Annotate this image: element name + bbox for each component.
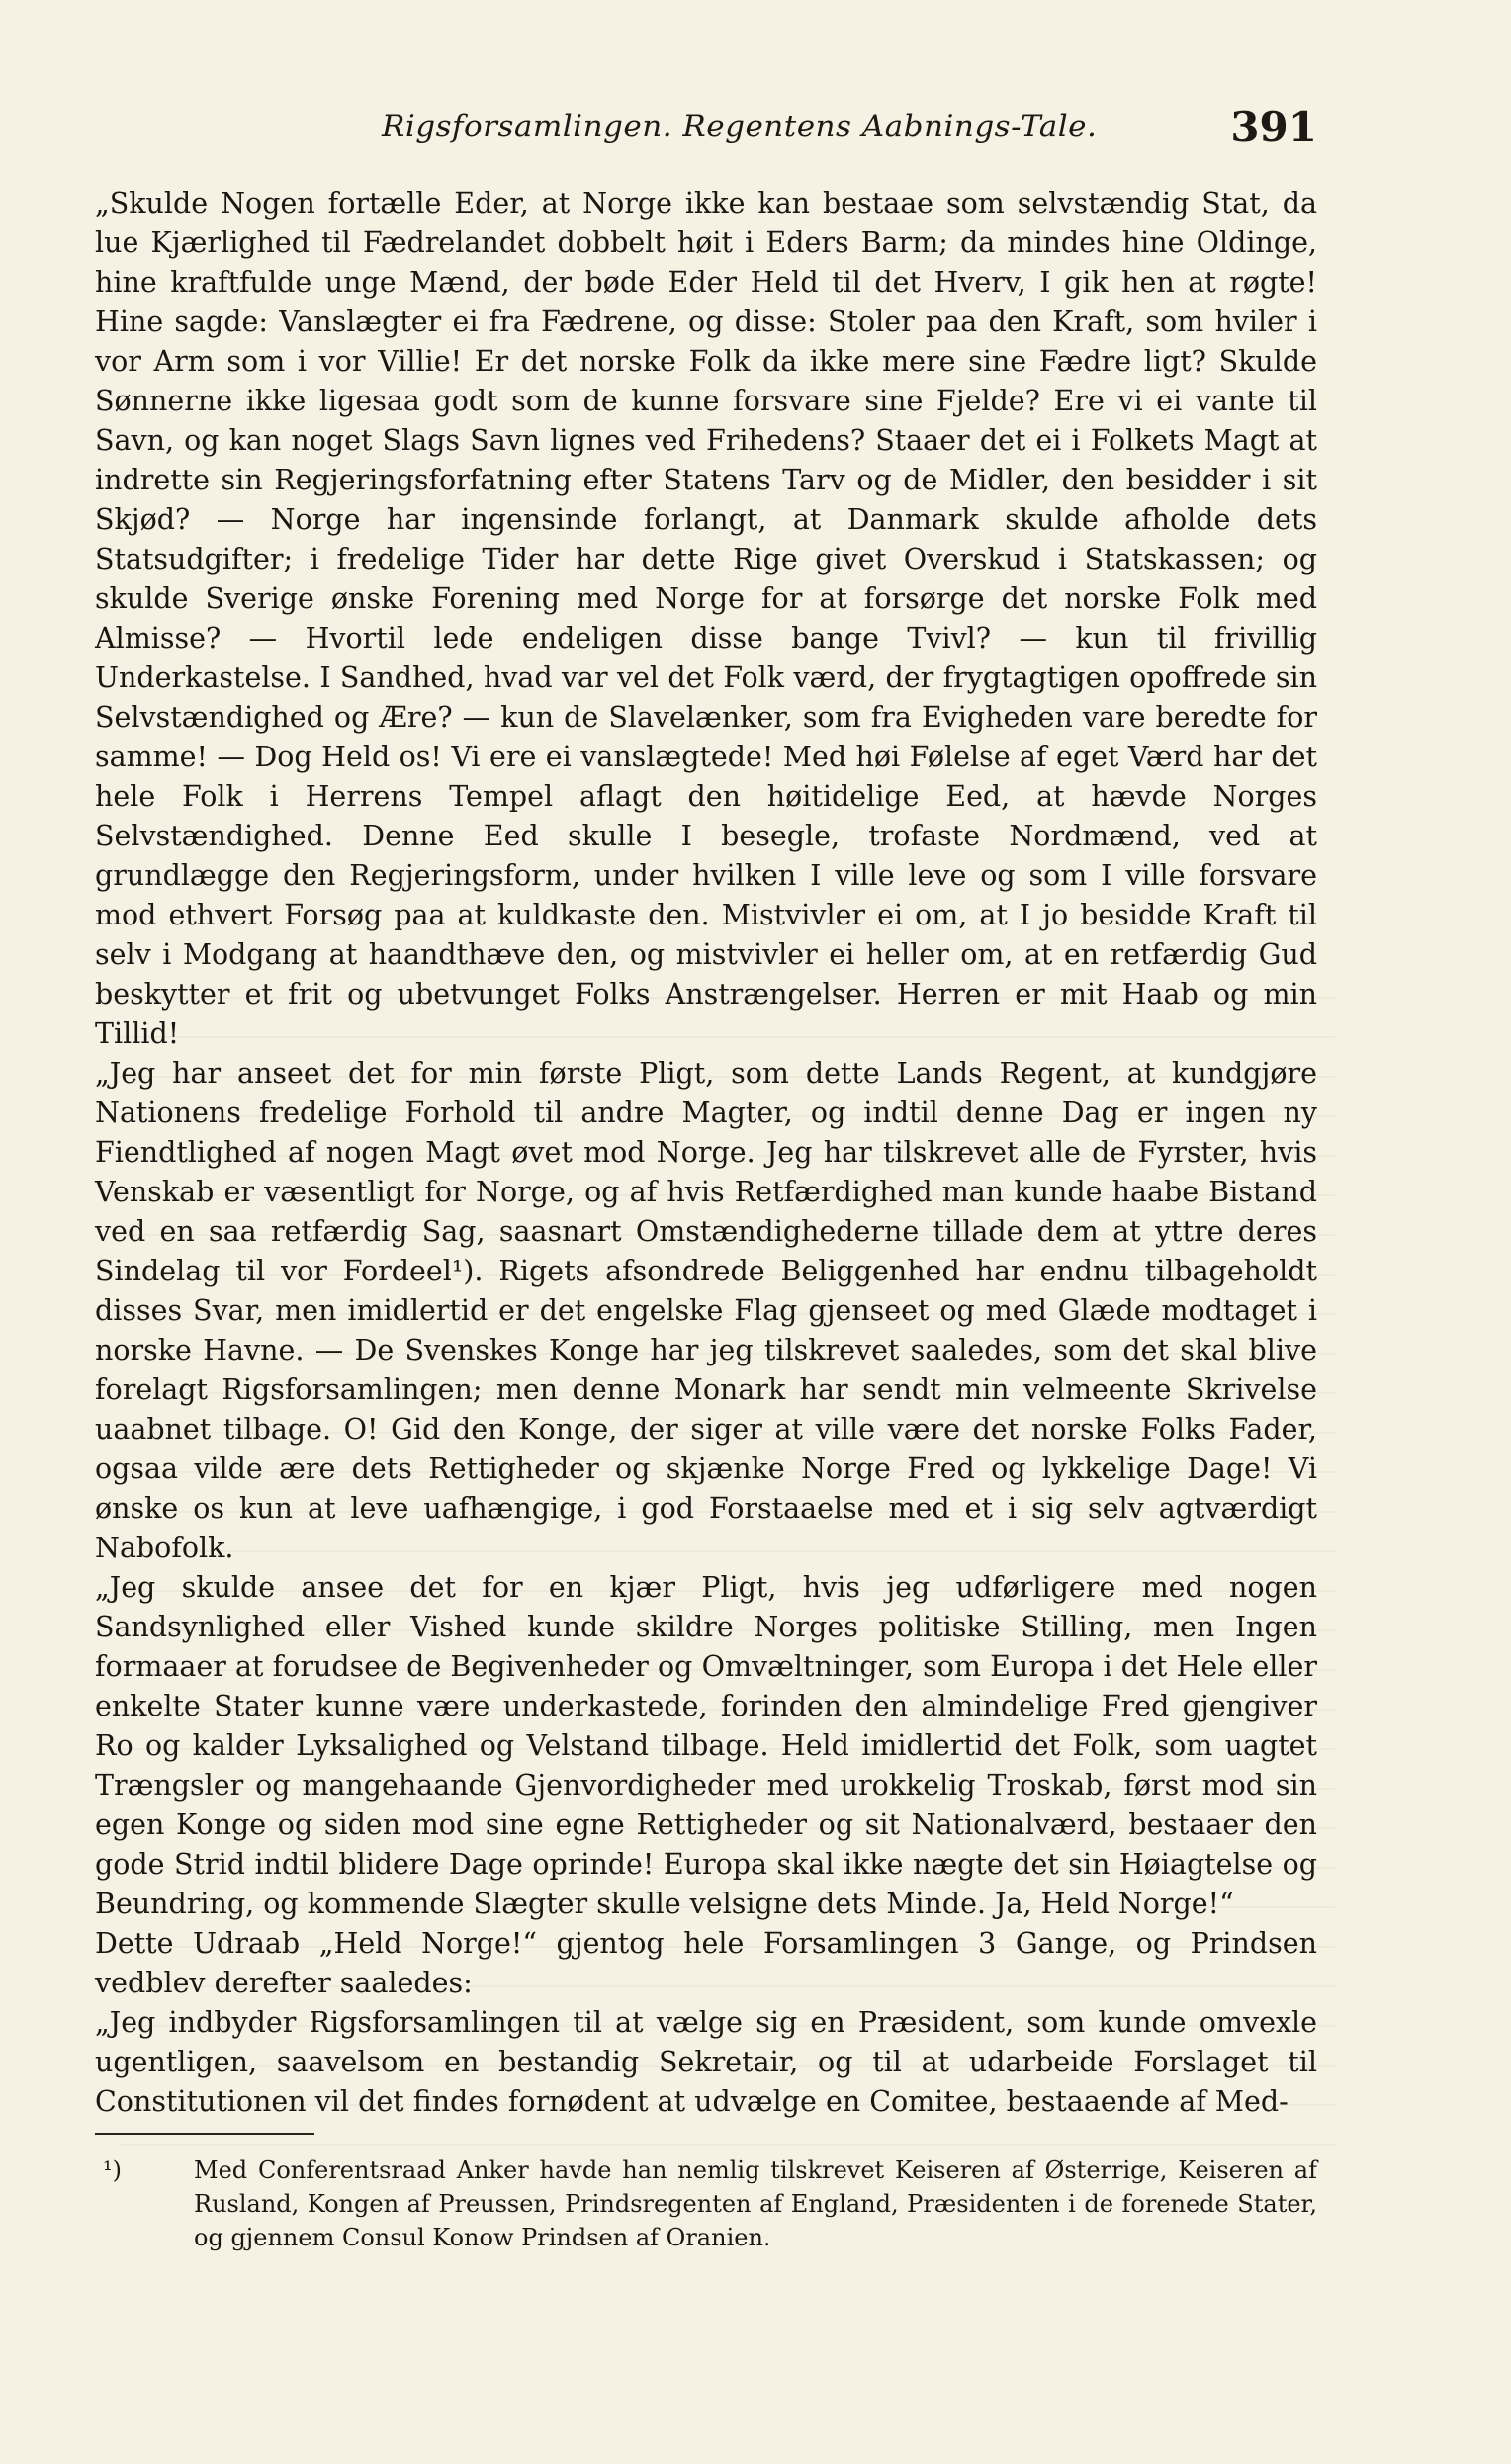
page-number: 391 bbox=[1230, 103, 1317, 151]
footnote-text: Med Conferentsraad Anker havde han nemlig tilskrevet Keiseren af Østerrige, Keiseren af Rusland, Kongen af Preussen, Prindsregenten af England, Præsidenten i de forenede Stater, og gjennem Consul Konow Prindsen af Oranien. bbox=[194, 2156, 1317, 2251]
paragraph: „Skulde Nogen fortælle Eder, at Norge ikke kan bestaae som selvstændig Stat, da lue Kjærlighed til Fædrelandet dobbelt høit i Eders Barm; da mindes hine Oldinge, hine kraftfulde unge Mænd, der bøde Eder Held til det Hverv, I gik hen at røgte! Hine sagde: Vanslægter ei fra Fædrene, og disse: Stoler paa den Kraft, som hviler i vor Arm som i vor Villie! Er det norske Folk da ikke mere sine Fædre ligt? Skulde Sønnerne ikke ligesaa godt som de kunne forsvare sine Fjelde? Ere vi ei vante til Savn, og kan noget Slags Savn lignes ved Frihedens? Staaer det ei i Folkets Magt at indrette sin Regjeringsforfatning efter Statens Tarv og de Midler, den besidder i sit Skjød? — Norge har ingensinde forlangt, at Danmark skulde afholde dets Statsudgifter; i fredelige Tider har dette Rige givet Overskud i Statskassen; og skulde Sverige ønske Forening med Norge for at forsørge det norske Folk med Almisse? — Hvortil lede endeligen disse bange Tvivl? — kun til frivillig Underkastelse. I Sandhed, hvad var vel det Folk værd, der frygtagtigen opoffrede sin Selvstændighed og Ære? — kun de Slavelænker, som fra Evigheden vare beredte for samme! — Dog Held os! Vi ere ei vanslægtede! Med høi Følelse af eget Værd har det hele Folk i Herrens Tempel aflagt den høitidelige Eed, at hævde Norges Selvstændighed. Denne Eed skulle I besegle, trofaste Nordmænd, ved at grundlægge den Regjeringsform, under hvilken I ville leve og som I ville forsvare mod ethvert Forsøg paa at kuldkaste den. Mistvivler ei om, at I jo besidde Kraft til selv i Modgang at haandthæve den, og mistvivler ei heller om, at en retfærdig Gud beskytter et frit og ubetvunget Folks Anstrængelser. Herren er mit Haab og min Tillid! bbox=[95, 187, 1317, 1050]
paragraph: „Jeg har anseet det for min første Pligt, som dette Lands Regent, at kundgjøre Nationens fredelige Forhold til andre Magter, og indtil denne Dag er ingen ny Fiendtlighed af nogen Magt øvet mod Norge. Jeg har tilskrevet alle de Fyrster, hvis Venskab er væsentligt for Norge, og af hvis Retfærdighed man kunde haabe Bistand ved en saa retfærdig Sag, saasnart Omstændighederne tillade dem at yttre deres Sindelag til vor Fordeel¹). Rigets afsondrede Beliggenhed har endnu tilbageholdt disses Svar, men imidlertid er det engelske Flag gjenseet og med Glæde modtaget i norske Havne. — De Svenskes Konge har jeg tilskrevet saaledes, som det skal blive forelagt Rigsforsamlingen; men denne Monark har sendt min velmeente Skrivelse uaabnet tilbage. O! Gid den Konge, der siger at ville være det norske Folks Fader, ogsaa vilde ære dets Rettigheder og skjænke Norge Fred og lykkelige Dage! Vi ønske os kun at leve uafhængige, i god Forstaaelse med et i sig selv agtværdigt Nabofolk. bbox=[95, 1057, 1317, 1564]
footnote bbox=[95, 2154, 1317, 2254]
paragraph: Dette Udraab „Held Norge!“ gjentog hele Forsamlingen 3 Gange, og Prindsen vedblev derefter saaledes: bbox=[95, 1927, 1317, 1999]
footnote-divider bbox=[95, 2133, 314, 2135]
running-head: Rigsforsamlingen. Regentens Aabnings-Tale. bbox=[382, 109, 1098, 144]
paragraph: „Jeg indbyder Rigsforsamlingen til at vælge sig en Præsident, som kunde omvexle ugentligen, saavelsom en bestandig Sekretair, og til at udarbeide Forslaget til Constitutionen vil det findes fornødent at udvælge en Comitee, bestaaende af Med- bbox=[95, 2006, 1317, 2118]
footnote-mark: ¹) bbox=[103, 2156, 122, 2184]
paragraph: „Jeg skulde ansee det for en kjær Pligt, hvis jeg udførligere med nogen Sandsynlighed eller Vished kunde skildre Norges politiske Stilling, men Ingen formaaer at forudsee de Begivenheder og Omvæltninger, som Europa i det Hele eller enkelte Stater kunne være underkastede, forinden den almindelige Fred gjengiver Ro og kalder Lyksalighed og Velstand tilbage. Held imidlertid det Folk, som uagtet Trængsler og mangehaande Gjenvordigheder med urokkelig Troskab, først mod sin egen Konge og siden mod sine egne Rettigheder og sit Nationalværd, bestaaer den gode Strid indtil blidere Dage oprinde! Europa skal ikke nægte det sin Høiagtelse og Beundring, og kommende Slægter skulle velsigne dets Minde. Ja, Held Norge!“ bbox=[95, 1571, 1317, 1920]
page-header bbox=[95, 103, 1317, 162]
body-text bbox=[95, 184, 1317, 2122]
